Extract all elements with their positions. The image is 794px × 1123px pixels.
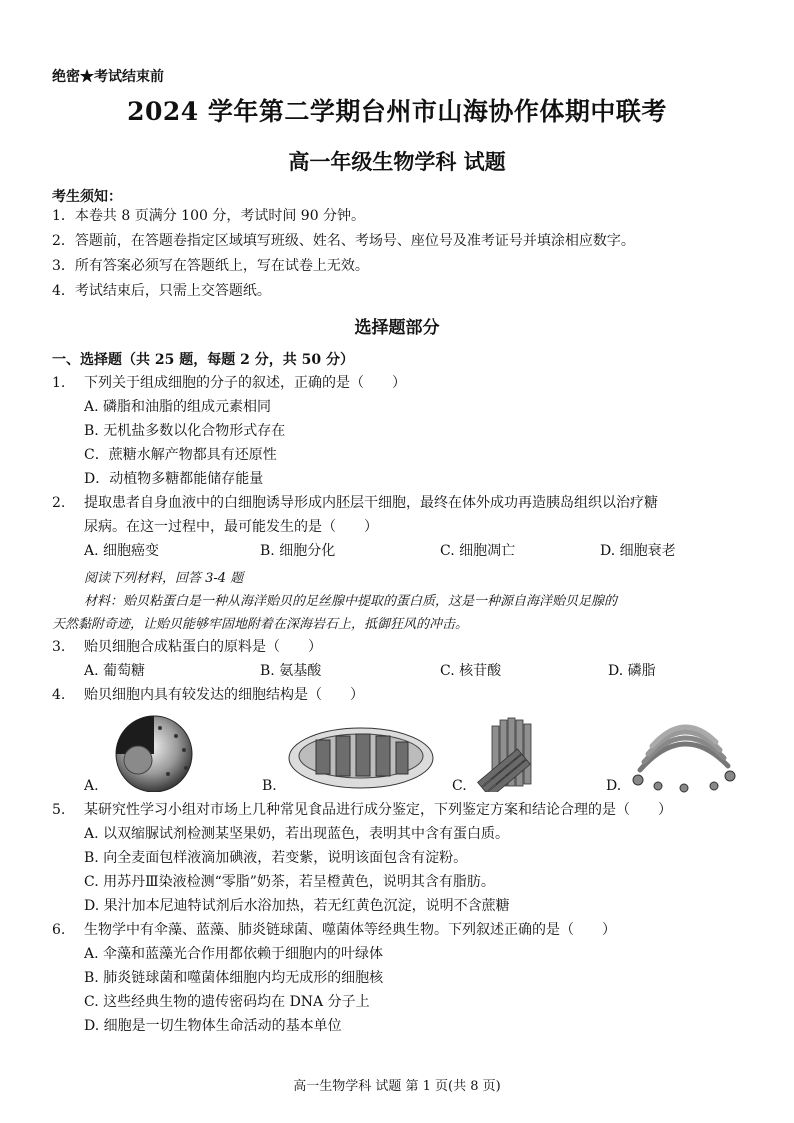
question-stem: 下列关于组成细胞的分子的叙述，正确的是（ ） xyxy=(84,375,406,391)
question-number: 3. xyxy=(52,639,66,655)
notice-item: 1．本卷共 8 页满分 100 分，考试时间 90 分钟。 xyxy=(52,208,366,224)
centriole-image xyxy=(472,716,552,792)
section-title: 选择题部分 xyxy=(354,318,440,338)
part-heading: 一、选择题（共 25 题，每题 2 分，共 50 分） xyxy=(52,352,354,368)
material-text: 材料：贻贝粘蛋白是一种从海洋贻贝的足丝腺中提取的蛋白质，这是一种源自海洋贻贝足腺的 xyxy=(84,594,618,609)
question-number: 6. xyxy=(52,922,66,938)
option: A. 磷脂和油脂的组成元素相同 xyxy=(84,399,272,415)
exam-title: 2024 学年第二学期台州市山海协作体期中联考 xyxy=(127,97,667,126)
option: C．蔗糖水解产物都具有还原性 xyxy=(84,447,277,463)
option: A. xyxy=(84,778,99,794)
option: C. 用苏丹Ⅲ染液检测“零脂”奶茶，若呈橙黄色，说明其含有脂肪。 xyxy=(84,874,495,890)
option: A. 细胞癌变 xyxy=(84,543,160,559)
option: C. 核苷酸 xyxy=(440,663,502,679)
question-number: 4. xyxy=(52,687,66,703)
option: B. 无机盐多数以化合物形式存在 xyxy=(84,423,286,439)
material-intro: 阅读下列材料，回答 3-4 题 xyxy=(84,571,244,586)
option: D. 果汁加本尼迪特试剂后水浴加热，若无红黄色沉淀，说明不含蔗糖 xyxy=(84,898,510,914)
question-stem: 生物学中有伞藻、蓝藻、肺炎链球菌、噬菌体等经典生物。下列叙述正确的是（ ） xyxy=(84,922,616,938)
exam-subtitle: 高一年级生物学科 试题 xyxy=(288,149,506,174)
confidential-label: 绝密★考试结束前 xyxy=(52,69,164,85)
option: D. 细胞是一切生物体生命活动的基本单位 xyxy=(84,1018,342,1034)
option: D. 磷脂 xyxy=(608,663,656,679)
question-stem: 提取患者自身血液中的白细胞诱导形成内胚层干细胞，最终在体外成功再造胰岛组织以治疗糖 xyxy=(84,495,658,511)
notice-item: 2．答题前，在答题卷指定区域填写班级、姓名、考场号、座位号及准考证号并填涂相应数字。 xyxy=(52,233,635,249)
material-text: 天然黏附奇迹，让贻贝能够牢固地附着在深海岩石上，抵御狂风的冲击。 xyxy=(52,617,469,632)
nucleus-image xyxy=(96,712,208,792)
option: B. 向全麦面包样液滴加碘液，若变紫，说明该面包含有淀粉。 xyxy=(84,850,468,866)
notice-item: 4．考试结束后，只需上交答题纸。 xyxy=(52,283,271,299)
question-stem: 某研究性学习小组对市场上几种常见食品进行成分鉴定，下列鉴定方案和结论合理的是（ ） xyxy=(84,802,672,818)
option: D. 细胞衰老 xyxy=(600,543,676,559)
option: B. 细胞分化 xyxy=(260,543,336,559)
question-number: 5. xyxy=(52,802,66,818)
question-number: 1. xyxy=(52,375,66,391)
option: C. 这些经典生物的遗传密码均在 DNA 分子上 xyxy=(84,994,370,1010)
option: B. 肺炎链球菌和噬菌体细胞内均无成形的细胞核 xyxy=(84,970,384,986)
question-number: 2. xyxy=(52,495,66,511)
notice-item: 3．所有答案必须写在答题纸上，写在试卷上无效。 xyxy=(52,258,369,274)
option: B. 氨基酸 xyxy=(260,663,322,679)
question-stem: 贻贝细胞内具有较发达的细胞结构是（ ） xyxy=(84,687,364,703)
option: A. 以双缩脲试剂检测某坚果奶，若出现蓝色，表明其中含有蛋白质。 xyxy=(84,826,510,842)
mitochondrion-image xyxy=(286,718,436,790)
option: C. 细胞凋亡 xyxy=(440,543,516,559)
question-stem: 贻贝细胞合成粘蛋白的原料是（ ） xyxy=(84,639,322,655)
question-stem: 尿病。在这一过程中，最可能发生的是（ ） xyxy=(84,519,378,535)
option: A. 伞藻和蓝藻光合作用都依赖于细胞内的叶绿体 xyxy=(84,946,384,962)
golgi-apparatus-image xyxy=(628,710,740,794)
option: C. xyxy=(452,778,467,794)
option: D. xyxy=(606,778,622,794)
option: A. 葡萄糖 xyxy=(84,663,146,679)
option: B. xyxy=(262,778,277,794)
notice-heading: 考生须知： xyxy=(52,189,122,205)
option: D．动植物多糖都能储存能量 xyxy=(84,471,264,487)
page-footer: 高一生物学科 试题 第 1 页(共 8 页) xyxy=(293,1079,501,1094)
